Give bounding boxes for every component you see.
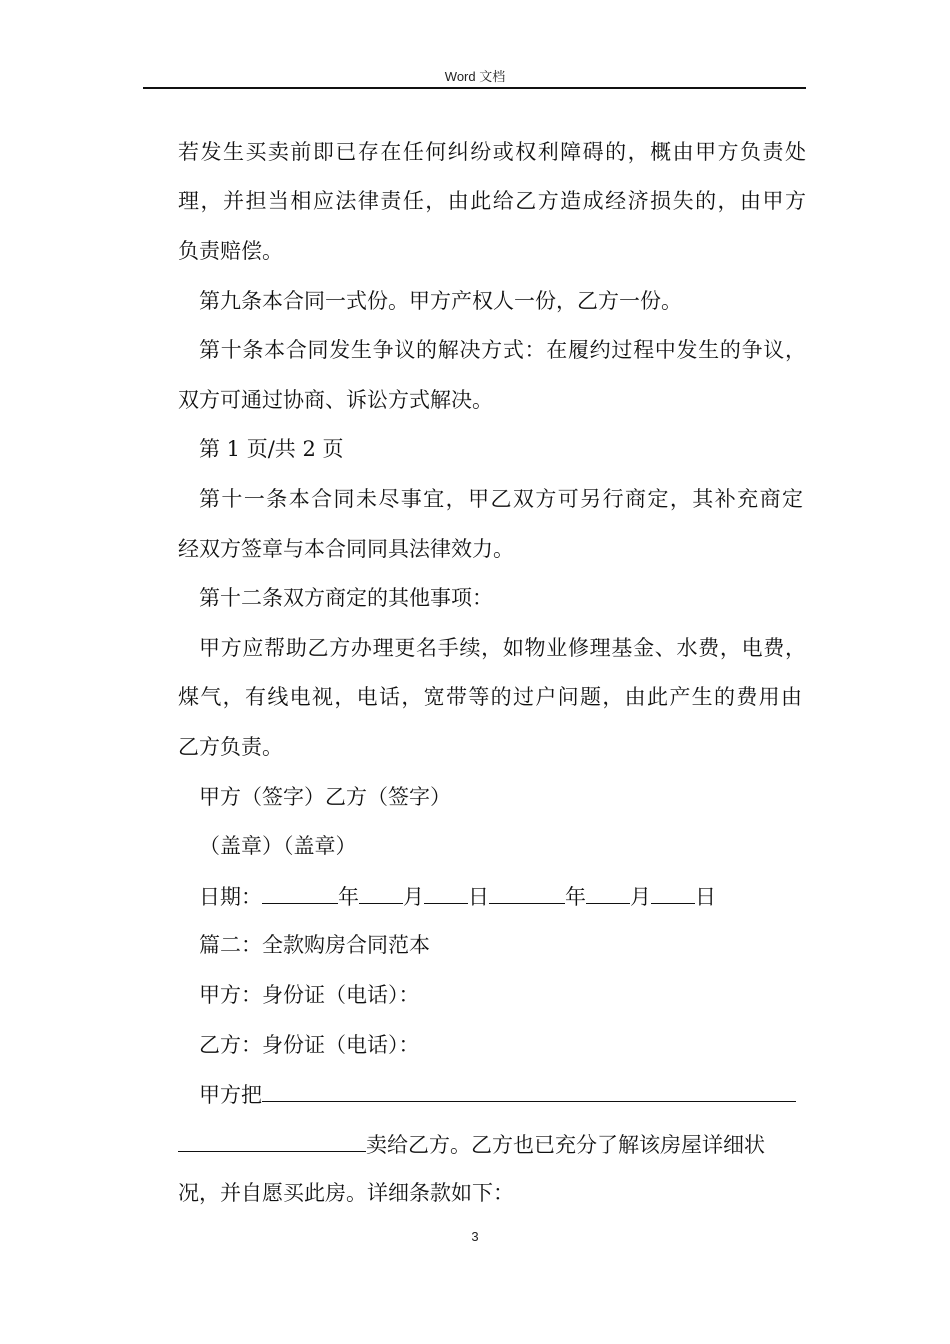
signature-line: 甲方（签字）乙方（签字） [199,785,451,809]
month-label-2: 月 [630,885,651,909]
date-line [199,881,716,911]
day-label-1: 日 [468,885,489,909]
seal-line: （盖章）（盖章） [199,834,357,858]
day-blank-1 [424,881,468,904]
party-b-id: 乙方：身份证（电话）： [199,1033,420,1057]
page-count-marker: 第 1 页/共 2 页 [199,437,344,461]
page-number: 3 [471,1229,479,1244]
month-blank-1 [359,881,403,904]
page-header-title: Word 文档 [444,69,506,84]
day-blank-2 [651,881,695,904]
year-blank-1 [262,881,338,904]
transfer-line [199,1079,796,1109]
party-a-id: 甲方：身份证（电话）： [199,983,420,1007]
clause-12: 第十二条双方商定的其他事项： [199,586,493,610]
year-label-1: 年 [338,885,359,909]
transfer-line-end: 况，并自愿买此房。详细条款如下： [178,1181,514,1205]
clause-11-cont: 经双方签章与本合同同具法律效力。 [178,537,514,561]
body-line-2: 理，并担当相应法律责任，由此给乙方造成经济损失的，由甲方 [178,189,806,213]
body-line-1: 若发生买卖前即已存在任何纠纷或权利障碍的，概由甲方负责处 [178,140,806,164]
clause-10: 第十条本合同发生争议的解决方式：在履约过程中发生的争议， [199,338,806,362]
month-blank-2 [586,881,630,904]
property-blank-cont [178,1129,366,1152]
clause-12-text-cont: 煤气，有线电视，电话，宽带等的过户问题，由此产生的费用由 [178,685,802,709]
header-divider [143,87,806,89]
year-label-2: 年 [565,885,586,909]
clause-11: 第十一条本合同未尽事宜，甲乙双方可另行商定，其补充商定 [199,487,803,511]
transfer-line-cont [178,1129,765,1159]
clause-12-text: 甲方应帮助乙方办理更名手续，如物业修理基金、水费，电费， [199,636,806,660]
month-label-1: 月 [403,885,424,909]
day-label-2: 日 [695,885,716,909]
clause-9: 第九条本合同一式份。甲方产权人一份，乙方一份。 [199,289,682,313]
date-label: 日期： [199,885,262,909]
property-blank [262,1079,796,1102]
year-blank-2 [489,881,565,904]
section-2-title: 篇二：全款购房合同范本 [199,933,430,957]
body-line-3: 负责赔偿。 [178,239,283,263]
transfer-prefix: 甲方把 [199,1083,262,1107]
transfer-suffix: 卖给乙方。乙方也已充分了解该房屋详细状 [366,1133,765,1157]
clause-10-cont: 双方可通过协商、诉讼方式解决。 [178,388,493,412]
clause-12-text-end: 乙方负责。 [178,735,283,759]
